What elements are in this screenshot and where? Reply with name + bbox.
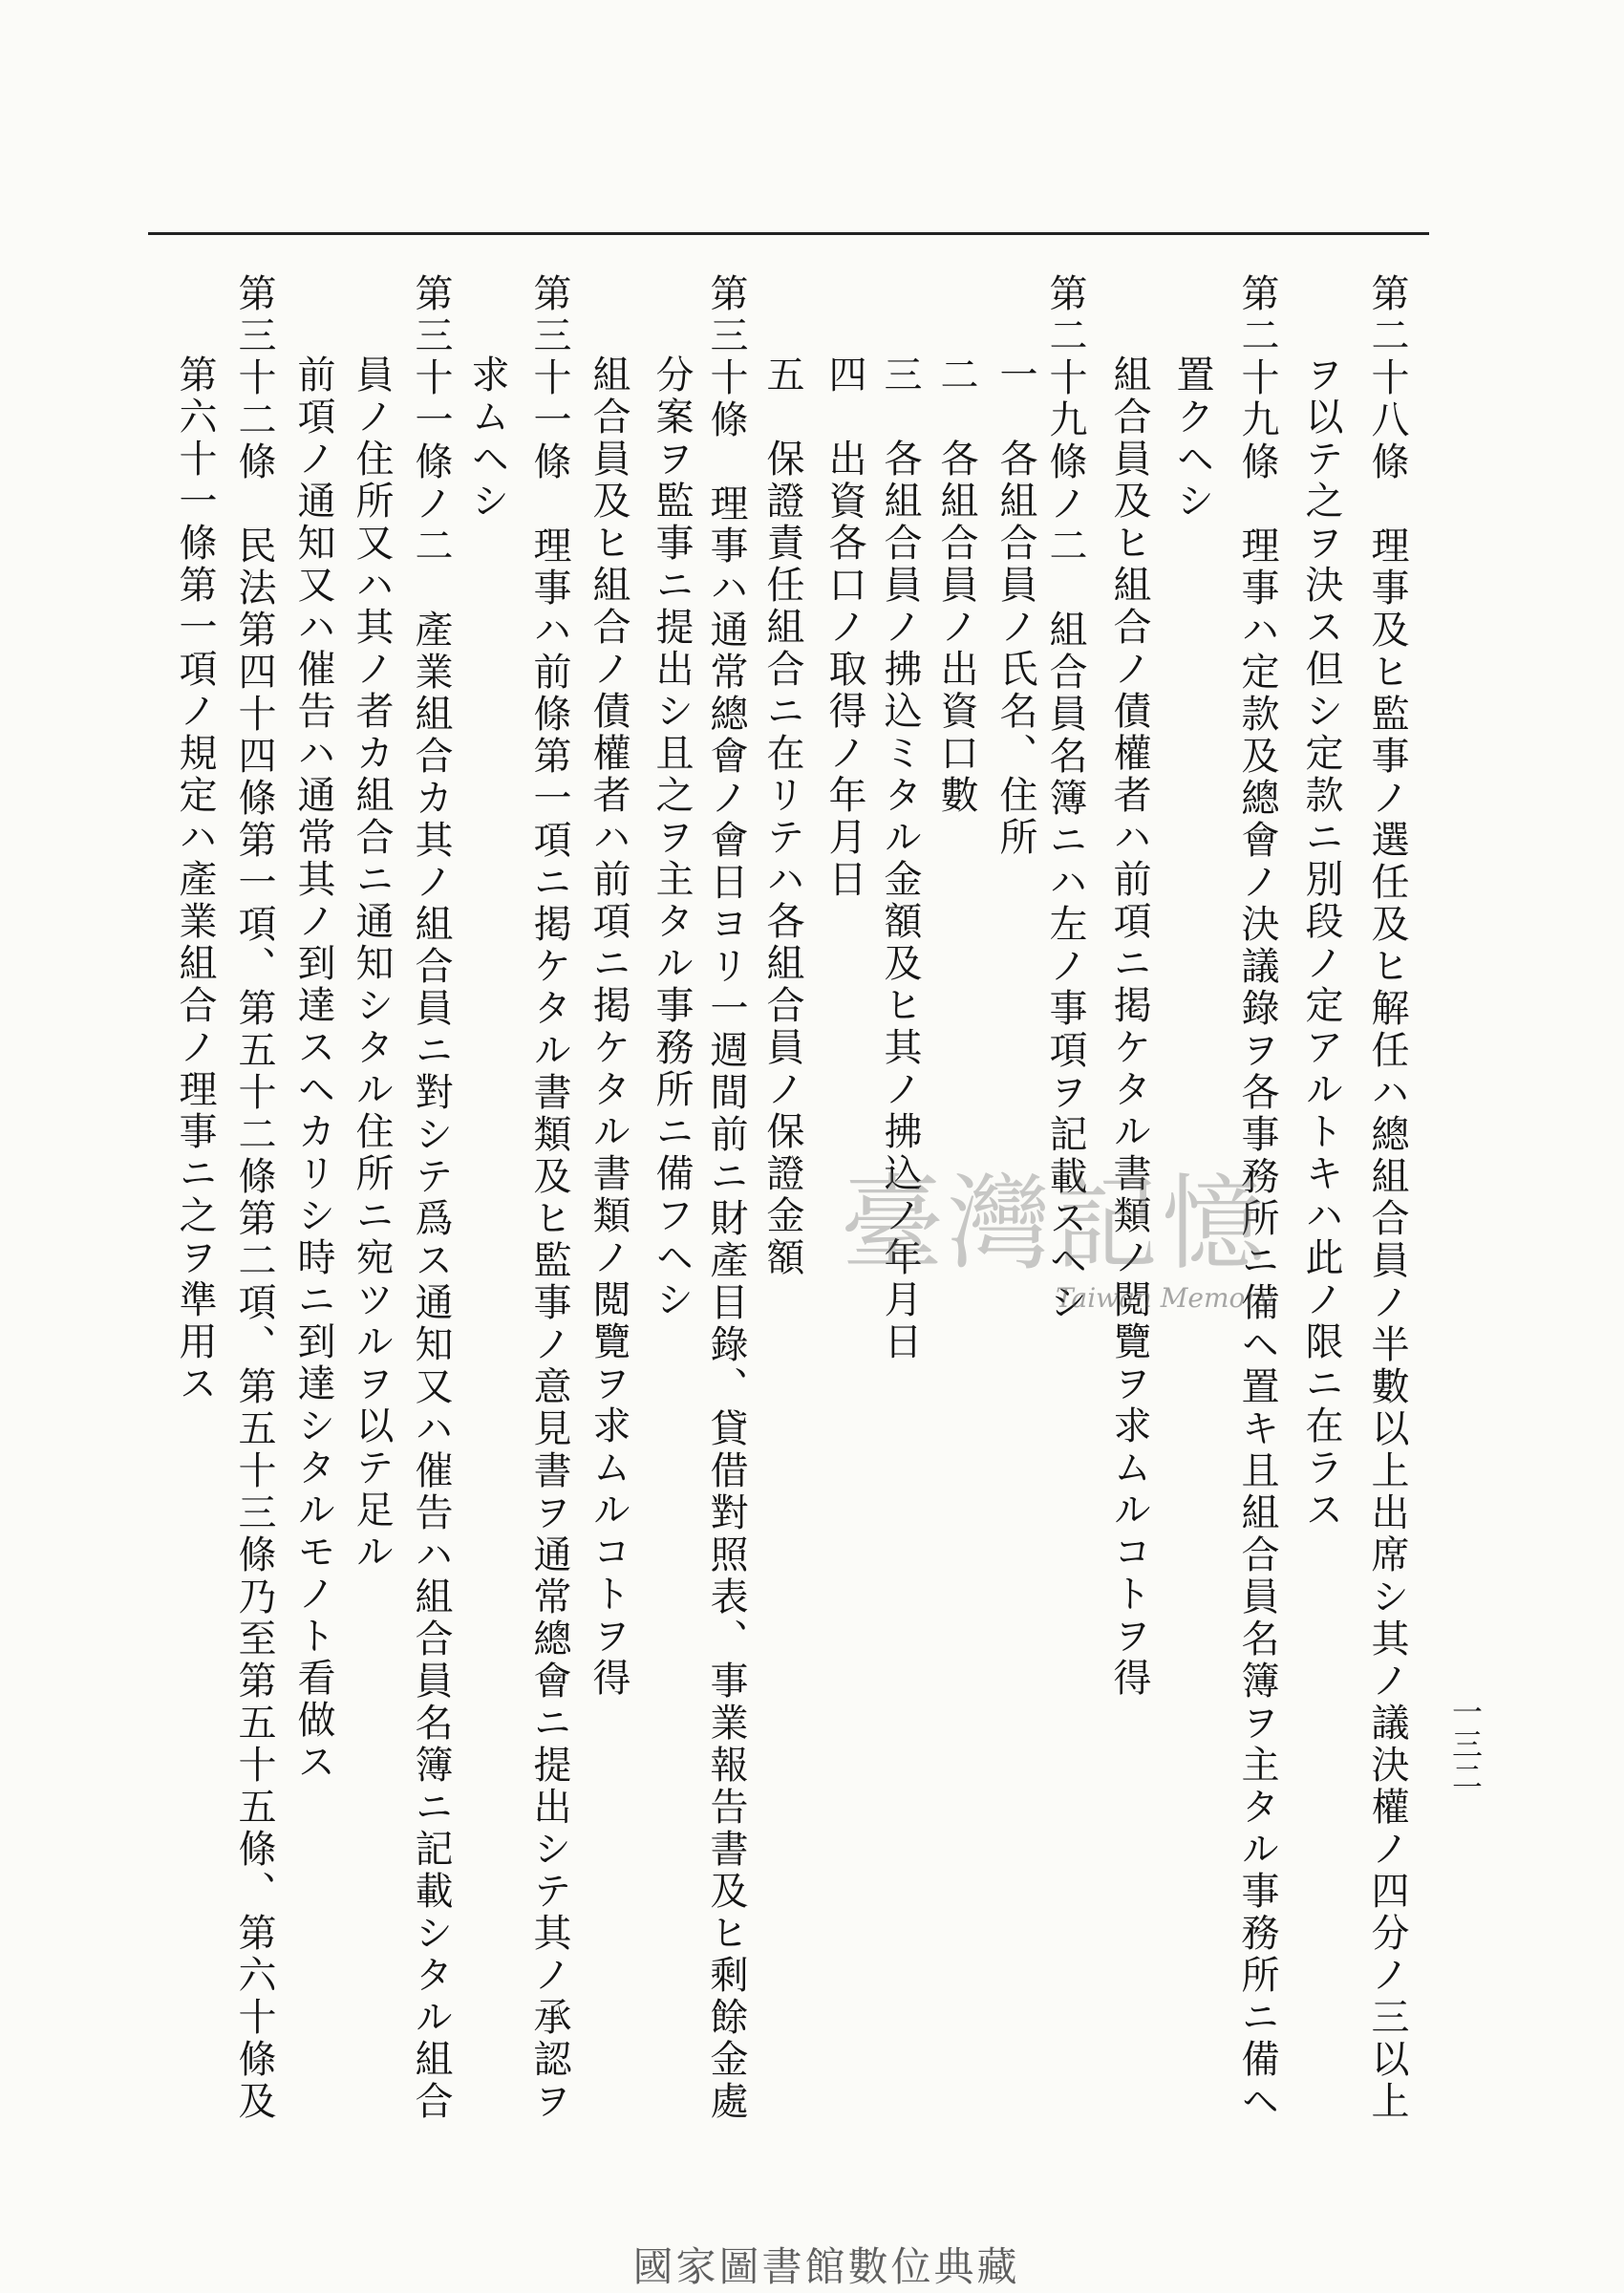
list-item-line: 三 各組合員ノ拂込ミタル金額及ヒ其ノ拂込ノ年月日 <box>878 354 922 1363</box>
article-heading-line: 第三十條 理事ハ通常總會ノ會日ヨリ一週間前ニ財產目錄、貸借對照表、事業報告書及ヒ剩餘金處 <box>704 273 748 2123</box>
continuation-line: 員ノ住所又ハ其ノ者カ組合ニ通知シタル住所ニ宛ツルヲ以テ足ル <box>350 354 394 1574</box>
article-heading-line: 第三十一條 理事ハ前條第一項ニ掲ケタル書類及ヒ監事ノ意見書ヲ通常總會ニ提出シテ其ノ承認ヲ <box>527 273 571 2123</box>
continuation-line: ヲ以テ之ヲ決ス但シ定款ニ別段ノ定アルトキハ此ノ限ニ在ラス <box>1299 354 1343 1532</box>
continuation-line: 分案ヲ監事ニ提出シ且之ヲ主タル事務所ニ備フヘシ <box>650 354 694 1321</box>
header-rule <box>148 232 1429 235</box>
watermark-title: 臺灣記憶 <box>841 1165 1270 1284</box>
paragraph-line: 組合員及ヒ組合ノ債權者ハ前項ニ掲ケタル書類ノ閲覽ヲ求ムルコトヲ得 <box>1107 354 1151 1700</box>
article-heading-line: 第三十二條 民法第四十四條第一項、第五十二條第二項、第五十三條乃至第五十五條、第六十條及 <box>232 273 276 2123</box>
article-heading-line: 第二十九條 理事ハ定款及總會ノ決議錄ヲ各事務所ニ備ヘ置キ且組合員名簿ヲ主タル事務所ニ備ヘ <box>1235 273 1279 2123</box>
article-heading-line: 第二十八條 理事及ヒ監事ノ選任及ヒ解任ハ總組合員ノ半數以上出席シ其ノ議決權ノ四分ノ三以上 <box>1365 273 1409 2123</box>
list-item-line: 二 各組合員ノ出資口數 <box>934 354 978 817</box>
article-heading-line: 第三十一條ノ二 產業組合カ其ノ組合員ニ對シテ爲ス通知又ハ催告ハ組合員名簿ニ記載シタル組合 <box>409 273 453 2123</box>
paragraph-line: 前項ノ通知又ハ催告ハ通常其ノ到達スヘカリシ時ニ到達シタルモノト看做ス <box>291 354 335 1784</box>
page-number: 一三二 <box>1447 1696 1484 1793</box>
list-item-line: 一 各組合員ノ氏名、住所 <box>994 354 1037 859</box>
list-item-line: 五 保證責任組合ニ在リテハ各組合員ノ保證金額 <box>760 354 804 1279</box>
continuation-line: 置クヘシ <box>1170 354 1214 523</box>
paragraph-line: 組合員及ヒ組合ノ債權者ハ前項ニ掲ケタル書類ノ閲覽ヲ求ムルコトヲ得 <box>587 354 630 1700</box>
collection-footer: 國家圖書館數位典藏 <box>632 2243 1020 2290</box>
article-heading-line: 第二十九條ノ二 組合員名簿ニハ左ノ事項ヲ記載スヘシ <box>1043 273 1087 1324</box>
list-item-line: 四 出資各口ノ取得ノ年月日 <box>823 354 866 901</box>
watermark-subtitle: Taiwan Memory <box>1056 1282 1273 1314</box>
continuation-line: 求ムヘシ <box>465 354 509 523</box>
continuation-line: 第六十一條第一項ノ規定ハ產業組合ノ理事ニ之ヲ準用ス <box>173 354 217 1405</box>
